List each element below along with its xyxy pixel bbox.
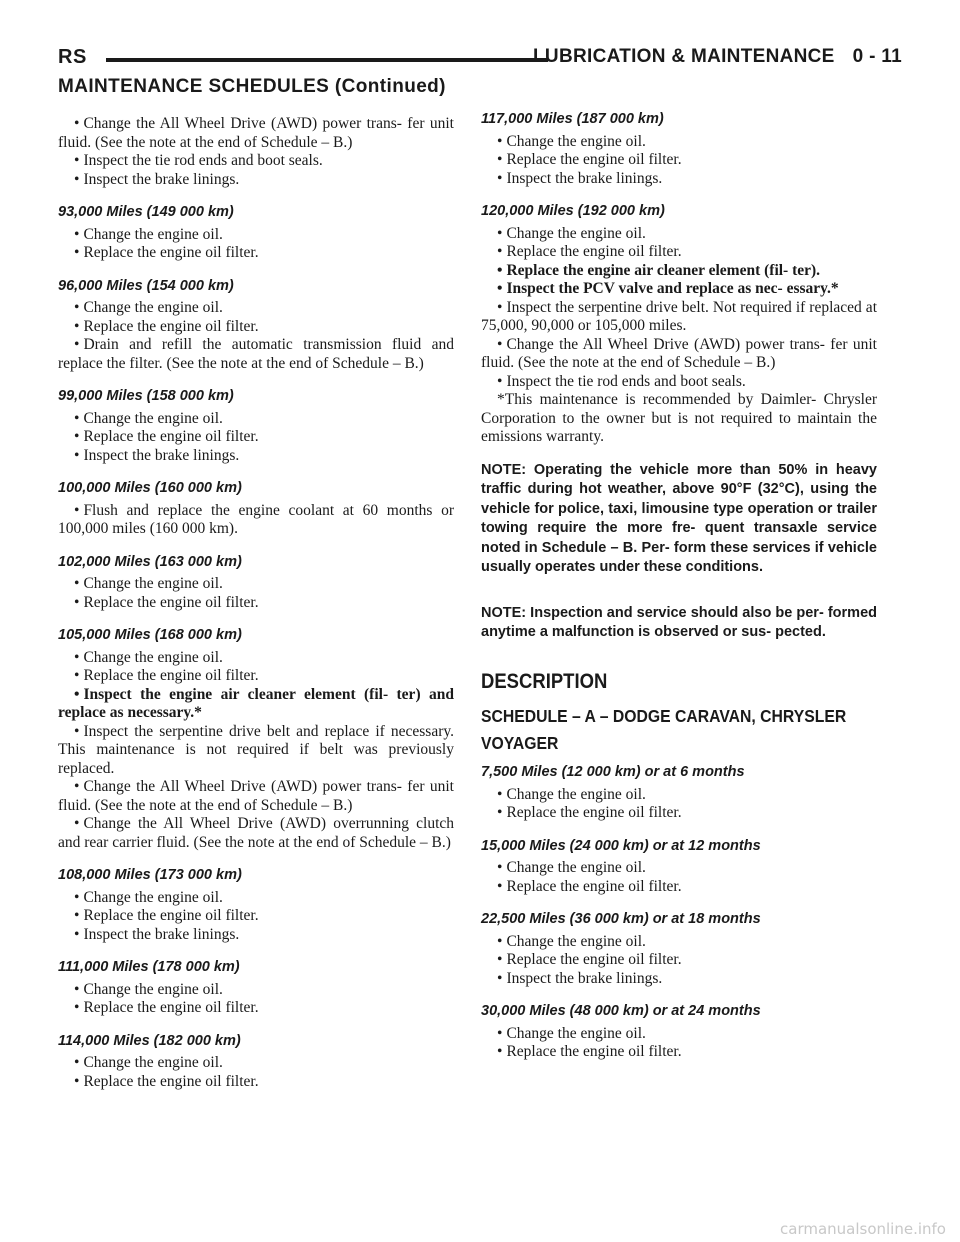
list-item: • Drain and refill the automatic transmission fluid and replace the filter. (See the note at the end of Schedule – B.) xyxy=(58,336,454,372)
mileage-heading: 99,000 Miles (158 000 km) xyxy=(58,388,234,404)
header-model-code: RS xyxy=(58,46,87,68)
list-item: • Replace the engine oil filter. xyxy=(497,1043,682,1060)
list-item: • Change the All Wheel Drive (AWD) overrunning clutch and rear carrier fluid. (See the note at the end of Schedule – B.) xyxy=(58,815,454,851)
mileage-heading: 22,500 Miles (36 000 km) or at 18 months xyxy=(481,911,761,927)
list-item: • Replace the engine oil filter. xyxy=(497,151,682,168)
list-item-emphasis: • Inspect the engine air cleaner element (fil- ter) and replace as necessary.* xyxy=(58,685,454,721)
list-item: • Change the engine oil. xyxy=(74,575,223,592)
list-item: • Replace the engine oil filter. xyxy=(74,428,259,445)
mileage-heading: 93,000 Miles (149 000 km) xyxy=(58,204,234,220)
list-item: • Replace the engine oil filter. xyxy=(497,951,682,968)
top-items xyxy=(58,115,454,189)
list-item: • Replace the engine oil filter. xyxy=(74,593,259,611)
note-heavy-traffic: NOTE: Operating the vehicle more than 50% in heavy traffic during hot weather, above 90°F (32°C), using the vehicle for police, taxi, limousine type operation or trailer towing require the more fre- quent transaxle service noted in Schedule – B. Per- form these services if vehicle usually operates under these conditions. xyxy=(481,461,877,575)
list-item-emphasis: • Replace the engine air cleaner element (fil- ter). xyxy=(497,261,821,279)
list-item: • Inspect the brake linings. xyxy=(497,169,663,187)
continued-title: MAINTENANCE SCHEDULES (Continued) xyxy=(58,76,446,97)
list-item: • Change the engine oil. xyxy=(74,1054,223,1071)
list-item: • Change the engine oil. xyxy=(74,648,223,666)
list-item: • Change the All Wheel Drive (AWD) power trans- fer unit fluid. (See the note at the end of Schedule – B.) xyxy=(481,335,877,371)
mileage-heading: 96,000 Miles (154 000 km) xyxy=(58,277,234,294)
list-item: • Change the engine oil. xyxy=(74,225,223,243)
watermark: carmanualsonline.info xyxy=(780,1220,946,1238)
list-item: • Replace the engine oil filter. xyxy=(74,667,259,684)
right-column xyxy=(481,110,877,1062)
list-item: • Change the engine oil. xyxy=(497,1024,646,1042)
list-item: • Replace the engine oil filter. xyxy=(74,1072,259,1090)
list-item: • Inspect the brake linings. xyxy=(74,925,240,943)
list-item: • Replace the engine oil filter. xyxy=(74,999,259,1016)
list-item: • Replace the engine oil filter. xyxy=(497,804,682,821)
list-item: • Change the engine oil. xyxy=(74,409,223,427)
list-item: • Change the engine oil. xyxy=(74,980,223,998)
mileage-heading: 114,000 Miles (182 000 km) xyxy=(58,1032,241,1049)
list-item: • Change the engine oil. xyxy=(497,224,646,242)
mileage-heading: 100,000 Miles (160 000 km) xyxy=(58,480,242,496)
mileage-heading: 108,000 Miles (173 000 km) xyxy=(58,867,242,883)
list-item: • Inspect the tie rod ends and boot seals. xyxy=(74,152,323,169)
list-item: • Inspect the brake linings. xyxy=(74,446,240,464)
list-item: • Inspect the brake linings. xyxy=(74,170,240,188)
list-item: • Change the engine oil. xyxy=(497,932,646,950)
list-item: • Change the engine oil. xyxy=(74,888,223,906)
list-item: • Flush and replace the engine coolant at 60 months or 100,000 miles (160 000 km). xyxy=(58,501,454,537)
list-item: • Inspect the serpentine drive belt. Not required if replaced at 75,000, 90,000 or 105,000 miles. xyxy=(481,298,877,334)
note-inspection: NOTE: Inspection and service should also be per- formed anytime a malfunction is observed or sus- pected. xyxy=(481,604,877,640)
page-header xyxy=(58,36,902,76)
header-section xyxy=(515,46,902,68)
mileage-heading: 30,000 Miles (48 000 km) or at 24 months xyxy=(481,1003,761,1019)
header-rule xyxy=(106,58,548,62)
header-page-number: 0 - 11 xyxy=(852,46,902,67)
list-item: • Change the engine oil. xyxy=(497,132,646,150)
left-column xyxy=(58,115,454,1091)
subsection-title: SCHEDULE – A – DODGE CARAVAN, CHRYSLER VOYAGER xyxy=(481,706,847,753)
list-item: • Replace the engine oil filter. xyxy=(497,243,682,260)
mileage-heading: 7,500 Miles (12 000 km) or at 6 months xyxy=(481,764,745,780)
list-item: • Change the engine oil. xyxy=(497,785,646,803)
mileage-heading: 117,000 Miles (187 000 km) xyxy=(481,111,664,127)
list-item-emphasis: • Inspect the PCV valve and replace as nec- essary.* xyxy=(497,280,839,297)
section-title: DESCRIPTION xyxy=(481,669,608,693)
mileage-heading: 120,000 Miles (192 000 km) xyxy=(481,203,665,219)
list-item: • Change the All Wheel Drive (AWD) power trans- fer unit fluid. (See the note at the end of Schedule – B.) xyxy=(58,115,454,151)
footnote: *This maintenance is recommended by Daimler- Chrysler Corporation to the owner but is not required to maintain the emissions warranty. xyxy=(481,391,877,445)
list-item: • Replace the engine oil filter. xyxy=(74,907,259,924)
mileage-heading: 102,000 Miles (163 000 km) xyxy=(58,553,242,570)
list-item: • Inspect the brake linings. xyxy=(497,969,663,987)
list-item: • Inspect the serpentine drive belt and replace if necessary. This maintenance is not required if belt was previously replaced. xyxy=(58,722,454,777)
list-item: • Change the engine oil. xyxy=(497,859,646,876)
mileage-heading: 15,000 Miles (24 000 km) or at 12 months xyxy=(481,837,761,854)
list-item: • Replace the engine oil filter. xyxy=(497,877,682,895)
list-item: • Change the engine oil. xyxy=(74,299,223,316)
mileage-heading: 111,000 Miles (178 000 km) xyxy=(58,959,240,975)
header-title: LUBRICATION & MAINTENANCE xyxy=(533,46,835,67)
mileage-heading: 105,000 Miles (168 000 km) xyxy=(58,627,242,643)
list-item: • Replace the engine oil filter. xyxy=(74,244,259,261)
list-item: • Replace the engine oil filter. xyxy=(74,317,259,335)
list-item: • Change the All Wheel Drive (AWD) power trans- fer unit fluid. (See the note at the end of Schedule – B.) xyxy=(58,778,454,814)
list-item: • Inspect the tie rod ends and boot seals. xyxy=(497,372,746,390)
